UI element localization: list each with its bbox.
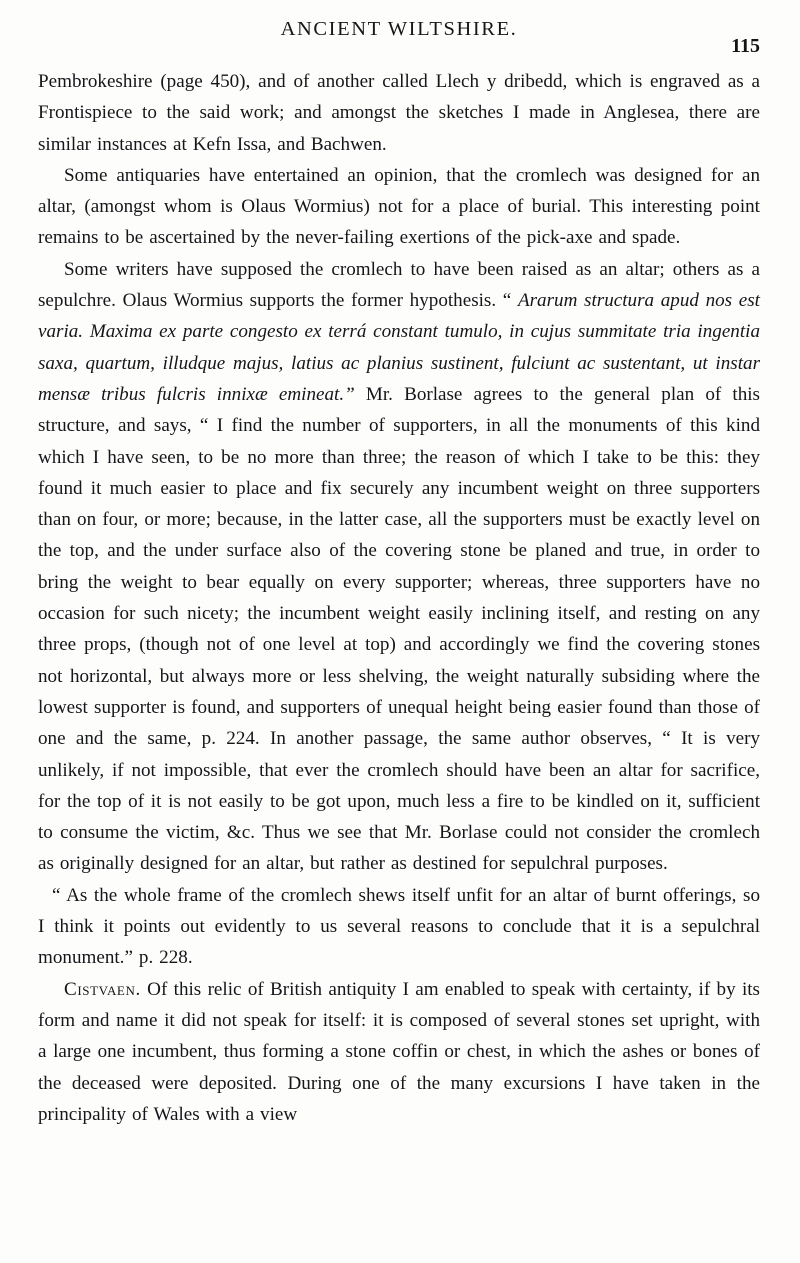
paragraph-3 <box>38 254 760 880</box>
page-title: ANCIENT WILTSHIRE. <box>280 18 518 40</box>
page-number: 115 <box>731 35 760 57</box>
body-text <box>38 66 760 1130</box>
paragraph-5 <box>38 974 760 1130</box>
paragraph-5-text: Of this relic of British antiquity I am enabled to speak with certainty, if by its form and name it did not speak for itself: it is composed of several stones set upright, with a large one incumbent, thus forming a stone coffin or chest, in which the ashes or bones of the deceased were deposited. During one of the many excursions I have taken in the principality of Wales with a view <box>38 978 760 1125</box>
latin-quotation: Ararum structura apud nos est varia. Maxima ex parte congesto ex terrá constant tumulo, in cujus summitate tria ingentia saxa, quartum, illudque majus, latius ac planius sustinent, fulciunt ac sustentant, ut instar mensæ tribus fulcris innixæ emineat.” <box>38 290 760 405</box>
paragraph-1: Pembrokeshire (page 450), and of another called Llech y dribedd, which is engraved as a Frontispiece to the said work; and amongst the sketches I made in Anglesea, there are similar instances at Kefn Issa, and Bachwen. <box>38 71 760 155</box>
running-head <box>38 18 760 60</box>
paragraph-2: Some antiquaries have entertained an opinion, that the cromlech was designed for an altar, (amongst whom is Olaus Wormius) not for a place of burial. This interesting point remains to be ascertained by the never-failing exertions of the pick-axe and spade. <box>38 164 760 249</box>
paragraph-3-tail: Mr. Borlase agrees to the general plan of this structure, and says, “ I find the number of supporters, in all the monuments of this kind which I have seen, to be no more than three; the reason of which I take to be this: they found it much easier to place and fix securely any incumbent weight on three supporters than on four, or more; because, in the latter case, all the supporters must be exactly level on the top, and the under surface also of the covering stone be planed and true, in order to bring the weight to bear equally on every supporter; whereas, three supporters have no occasion for such nicety; the incumbent weight easily inclining itself, and resting on any three props, (though not of one level at top) and accordingly we find the covering stones not horizontal, but always more or less shelving, the weight naturally subsiding where the lowest supporter is found, and supporters of unequal height being easier found than those of one and the same, p. 224. In another passage, the same author observes, “ It is very unlikely, if not impossible, that ever the cromlech should have been an altar for sacrifice, for the top of it is not easily to be got upon, much less a fire to be kindled on it, sufficient to consume the victim, &c. Thus we see that Mr. Borlase could not consider the cromlech as originally designed for an altar, but rather as destined for sepulchral purposes. <box>38 383 760 875</box>
paragraph-4: “ As the whole frame of the cromlech shews itself unfit for an altar of burnt offerings, so I think it points out evidently to us several reasons to conclude that it is a sepulchral monument.” p. 228. <box>38 884 760 969</box>
paragraph-3-lead: Some writers have supposed the cromlech to have been raised as an altar; others as a sepulchre. Olaus Wormius supports the former hypothesis. “ <box>38 258 760 312</box>
cistvaen-heading: Cistvaen. <box>64 978 141 1000</box>
